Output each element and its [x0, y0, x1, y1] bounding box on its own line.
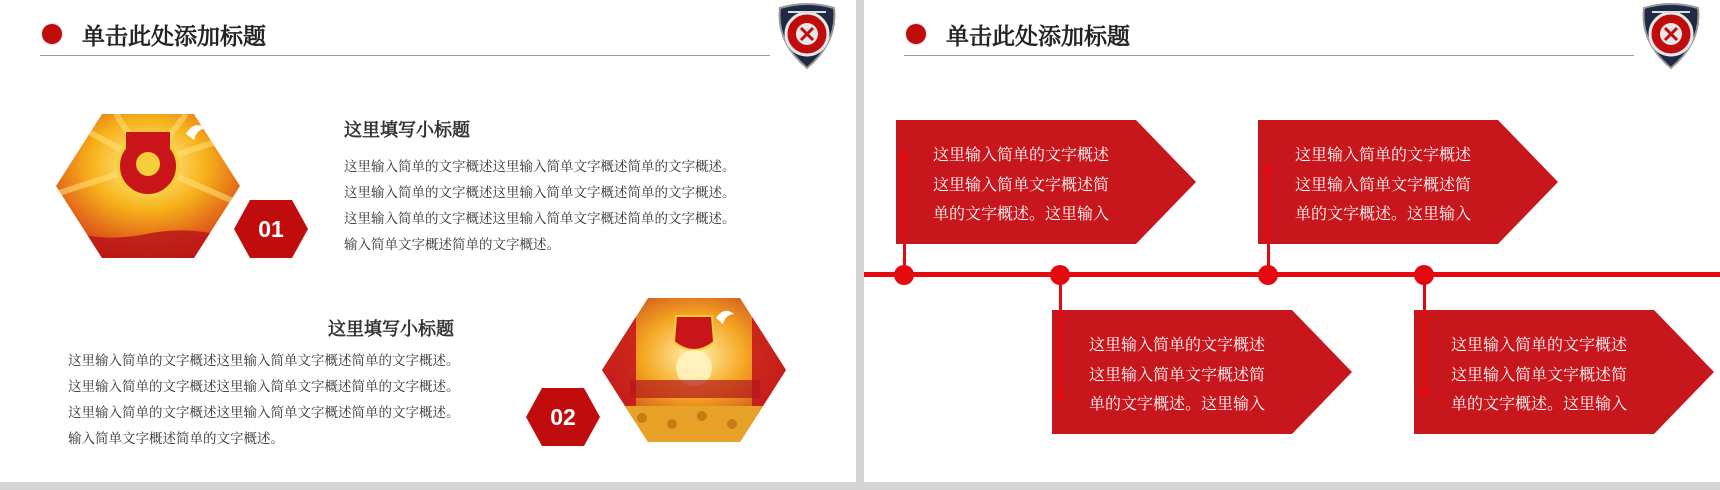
hexagon-image-youth-sunrise: [602, 298, 786, 442]
card-1-line-2: 这里输入简单文字概述简: [933, 174, 1110, 194]
timeline-stem: [1267, 166, 1270, 274]
item-1-description[interactable]: [344, 154, 736, 258]
card-3-line-3: 单的文字概述。这里输入: [1089, 394, 1266, 413]
fire-rescue-emblem-icon: [1638, 2, 1704, 70]
card-3-line-2: 这里输入简单文字概述简: [1089, 364, 1266, 384]
timeline-card-2-text: [1295, 140, 1471, 229]
slide-title[interactable]: 单击此处添加标题: [946, 24, 1130, 50]
card-4-line-1: 这里输入简单的文字概述: [1451, 335, 1628, 354]
timeline-node-4: [1414, 265, 1434, 285]
item-1-line-2: 这里输入简单的文字概述这里输入简单文字概述简单的文字概述。: [344, 185, 736, 201]
card-2-line-2: 这里输入简单文字概述简: [1295, 174, 1472, 194]
number-badge-02: 02: [550, 404, 576, 430]
timeline-card-3-text: [1089, 330, 1265, 419]
timeline-stem: [903, 156, 906, 274]
hexagon-image-youth-league: [56, 114, 240, 258]
item-2-description[interactable]: [68, 348, 460, 452]
card-2-line-3: 单的文字概述。这里输入: [1295, 204, 1472, 223]
timeline-card-1[interactable]: [896, 120, 1196, 244]
item-1-line-3: 这里输入简单的文字概述这里输入简单文字概述简单的文字概述。: [344, 211, 736, 227]
timeline-card-4-text: [1451, 330, 1627, 419]
card-node-1: [900, 152, 909, 161]
slide-2[interactable]: [864, 0, 1720, 482]
card-4-line-3: 单的文字概述。这里输入: [1451, 394, 1628, 413]
timeline-line: [864, 272, 1720, 277]
title-divider: [40, 55, 770, 56]
timeline-card-1-text: [933, 140, 1109, 229]
card-1-line-3: 单的文字概述。这里输入: [933, 204, 1110, 223]
fire-rescue-emblem-icon: [774, 2, 840, 70]
title-divider: [904, 55, 1634, 56]
item-1-subtitle[interactable]: 这里填写小标题: [344, 120, 470, 141]
item-2-line-1: 这里输入简单的文字概述这里输入简单文字概述简单的文字概述。: [68, 353, 460, 369]
timeline-card-4[interactable]: [1414, 310, 1714, 434]
timeline-stem: [1059, 274, 1062, 398]
number-badge-01: 01: [258, 216, 284, 242]
card-1-line-1: 这里输入简单的文字概述: [933, 145, 1110, 164]
timeline-card-2[interactable]: [1258, 120, 1558, 244]
card-4-line-2: 这里输入简单文字概述简: [1451, 364, 1628, 384]
timeline-node-1: [894, 265, 914, 285]
item-1-line-1: 这里输入简单的文字概述这里输入简单文字概述简单的文字概述。: [344, 159, 736, 175]
card-3-line-1: 这里输入简单的文字概述: [1089, 335, 1266, 354]
card-node-4: [1420, 387, 1429, 396]
timeline-stem: [1423, 274, 1426, 394]
card-node-3: [1056, 391, 1065, 400]
item-2-line-3: 这里输入简单的文字概述这里输入简单文字概述简单的文字概述。: [68, 405, 460, 421]
item-1-line-4: 输入简单文字概述简单的文字概述。: [344, 237, 560, 253]
card-2-line-1: 这里输入简单的文字概述: [1295, 145, 1472, 164]
card-node-2: [1264, 164, 1273, 173]
item-2-subtitle[interactable]: 这里填写小标题: [328, 319, 454, 340]
timeline-node-3: [1258, 265, 1278, 285]
item-2-line-4: 输入简单文字概述简单的文字概述。: [68, 431, 284, 447]
slide-title[interactable]: 单击此处添加标题: [82, 24, 266, 50]
timeline-node-2: [1050, 265, 1070, 285]
slide-1[interactable]: [0, 0, 856, 482]
title-bullet-icon: [42, 24, 62, 44]
timeline-card-3[interactable]: [1052, 310, 1352, 434]
item-2-line-2: 这里输入简单的文字概述这里输入简单文字概述简单的文字概述。: [68, 379, 460, 395]
title-bullet-icon: [906, 24, 926, 44]
